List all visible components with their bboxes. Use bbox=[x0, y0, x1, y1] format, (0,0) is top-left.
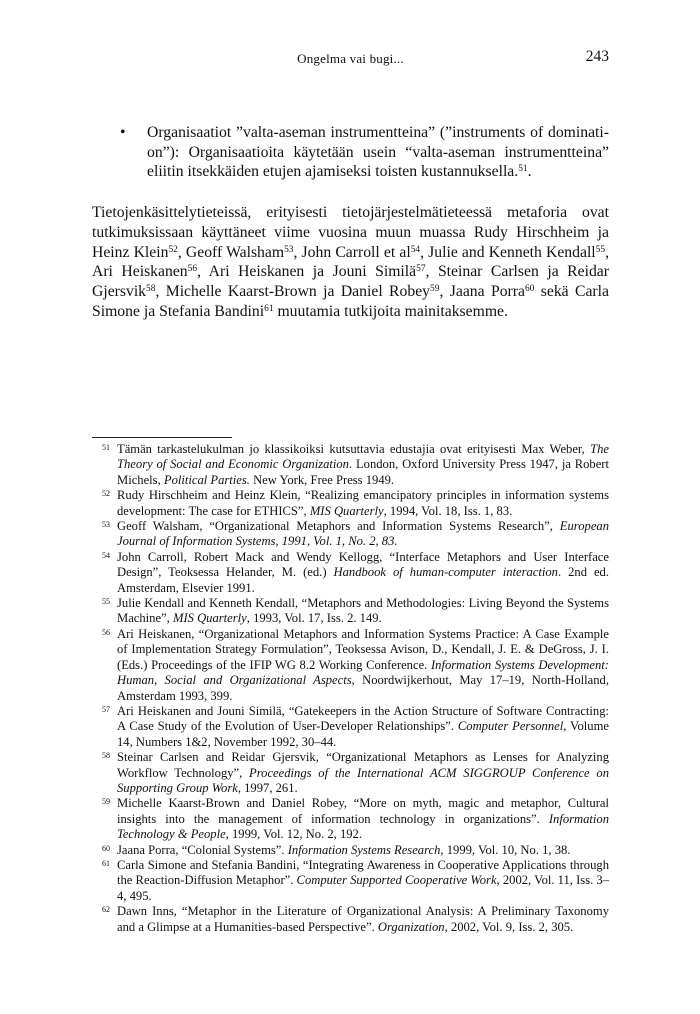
page-header bbox=[92, 48, 609, 70]
footnote-number: 61 bbox=[102, 858, 110, 868]
footnotes-list bbox=[92, 442, 609, 935]
footnote-title: Computer Personnel bbox=[457, 719, 564, 734]
paragraph-segment: , John Carroll et al bbox=[293, 243, 411, 261]
footnote-number: 53 bbox=[102, 520, 110, 530]
footnote bbox=[92, 858, 609, 904]
footnote-text: Carla Simone and Stefania Bandini, “Integrating Awareness in Cooperative Applications through the Reaction-Diffusion Metaphor”. bbox=[117, 857, 609, 888]
footnote bbox=[92, 519, 609, 550]
bullet-item bbox=[120, 123, 609, 182]
footnote bbox=[92, 904, 609, 935]
footnote-text: , 1997, 261. bbox=[237, 780, 298, 795]
footnote-text: New York, Free Press 1949. bbox=[249, 472, 395, 487]
footnote-text: , Noordwijkerhout, May 17–19, North-Holland, Amsterdam 1993, 399. bbox=[117, 673, 609, 703]
footnote-number: 51 bbox=[102, 443, 110, 452]
footnote-ref: 53 bbox=[284, 244, 294, 255]
footnote-ref: 57 bbox=[416, 264, 426, 275]
footnote-text: , 1999, Vol. 10, No. 1, 38. bbox=[440, 842, 571, 857]
footnote-text: Jaana Porra, “Colonial Systems”. bbox=[117, 842, 288, 857]
footnote bbox=[92, 488, 609, 519]
running-title: Ongelma vai bugi... bbox=[297, 51, 404, 66]
footnote-text: Ari Heiskanen, “Organizational Metaphors and Information Systems Practice: A Case Example of Implementation Strategy Formulation”, Teoksessa Avison, D., Kendall, J. E. & DeGross, J. I. (Eds.) Proceedings of the IFIP WG 8.2 Working Conference. bbox=[117, 626, 609, 672]
footnote bbox=[92, 596, 609, 627]
footnote-text: Tämän tarkastelukulman jo klassikoiksi kutsuttavia edustajia ovat erityisesti Max Weber, bbox=[117, 442, 591, 456]
footnote-title: The Theory of Social and Economic Organization bbox=[117, 442, 609, 472]
bullet-text-tail: . bbox=[527, 163, 532, 181]
footnote-text: John Carroll, Robert Mack and Wendy Kellogg, “Interface Metaphors and User Interface Design”, Teoksessa Helander, M. (ed.) bbox=[117, 549, 609, 580]
footnote-title: Proceedings of the International ACM SIGGROUP Conference on Supporting Group Work bbox=[117, 765, 609, 795]
footnote-title: Organization bbox=[377, 919, 445, 934]
footnote-text: , Volume 14, Numbers 1&2, November 1992, 30–44. bbox=[117, 719, 609, 749]
footnote bbox=[92, 796, 609, 842]
paragraph-segment: Tietojenkäsittelytieteissä, erityisesti tietojärjestelmätieteessä metaforia ovat tutkimuksissaan käyttäneet viime vuosina muun muassa Rudy Hirschheim ja Heinz Klein bbox=[92, 204, 609, 261]
footnote bbox=[92, 704, 609, 750]
footnote-title: Information Systems Development: Human, Social and Organizational Aspects bbox=[117, 657, 609, 688]
footnote-text: Julie Kendall and Kenneth Kendall, “Metaphors and Methodologies: Living Beyond the Systems Machine”, bbox=[117, 596, 609, 626]
footnote-title: European Journal of Information Systems, 1991, Vol. 1, No. 2, 83. bbox=[117, 519, 609, 549]
footnote-text: Michelle Kaarst-Brown and Daniel Robey, “More on myth, magic and metaphor, Cultural insights into the management of information technology in organizations”. bbox=[117, 796, 609, 826]
footnote bbox=[92, 843, 609, 858]
footnote-text: Ari Heiskanen and Jouni Similä, “Gatekeepers in the Action Structure of Software Contracting: A Case Study of the Evolution of User-Developer Relationships”. bbox=[117, 703, 609, 734]
footnote-text: , 2002, Vol. 11, Iss. 3–4, 495. bbox=[117, 873, 610, 903]
bullet-text bbox=[147, 123, 609, 182]
footnote-number: 60 bbox=[102, 843, 110, 853]
footnote-number: 58 bbox=[102, 751, 110, 761]
paragraph-segment: , Michelle Kaarst-Brown ja Daniel Robey bbox=[155, 283, 431, 301]
footnote bbox=[92, 442, 609, 488]
footnote-ref: 59 bbox=[430, 284, 440, 295]
paragraph-segment: , Ari Heiskanen bbox=[92, 243, 609, 281]
footnote-text: Rudy Hirschheim and Heinz Klein, “Realizing emancipatory principles in information systems development: The case for ETHICS”, bbox=[117, 488, 609, 518]
footnote-title: MIS Quarterly bbox=[309, 503, 384, 518]
footnote-text: , 1994, Vol. 18, Iss. 1, 83. bbox=[383, 503, 513, 518]
paragraph-segment: , Julie and Kenneth Kendall bbox=[420, 243, 596, 261]
bullet-mark: • bbox=[120, 124, 126, 141]
footnote-number: 55 bbox=[102, 597, 110, 607]
footnote-ref: 52 bbox=[168, 244, 178, 255]
bullet-text-body: Organisaatiot ”valta-aseman instrumentteina” (”instruments of domination”): Organisaatioita käytetään usein “valta-aseman instrumentteina” eliitin itsekkäiden etujen ajamiseksi toisten kustannuksella. bbox=[147, 124, 609, 181]
footnote bbox=[92, 550, 609, 596]
footnote-text: . London, Oxford University Press 1947, ja Robert Michels, bbox=[117, 457, 609, 487]
paragraph-segment: , Jaana Porra bbox=[439, 283, 525, 301]
footnote-ref: 54 bbox=[410, 244, 421, 255]
page-number: 243 bbox=[585, 48, 609, 65]
footnote-text: Dawn Inns, “Metaphor in the Literature of Organizational Analysis: A Preliminary Taxonomy and a Glimpse at a Humanities-based Perspective”. bbox=[117, 904, 609, 934]
body-paragraph bbox=[92, 203, 609, 322]
footnote-ref: 60 bbox=[524, 284, 535, 295]
footnote-ref: 55 bbox=[595, 244, 606, 255]
footnote-ref: 58 bbox=[146, 284, 156, 295]
paragraph-segment: muutamia tutkijoita mainitaksemme. bbox=[273, 302, 508, 320]
footnote-number: 56 bbox=[102, 627, 110, 637]
footnote-title: Information Systems Research bbox=[287, 842, 441, 857]
footnote-title: MIS Quarterly bbox=[172, 611, 247, 626]
footnote-number: 54 bbox=[102, 550, 110, 560]
footnote-text: Geoff Walsham, “Organizational Metaphors and Information Systems Research”, bbox=[117, 519, 560, 534]
paragraph-segment: sekä Carla Simone ja Stefania Bandini bbox=[92, 283, 609, 320]
footnote-text: , 1999, Vol. 12, No. 2, 192. bbox=[225, 827, 363, 842]
footnote-title: Computer Supported Cooperative Work bbox=[296, 873, 497, 888]
paragraph-segment: , Steinar Carlsen ja Reidar Gjersvik bbox=[92, 263, 609, 301]
footnote-title: Handbook of human-computer interaction bbox=[333, 565, 558, 580]
footnote-text: , 2002, Vol. 9, Iss. 2, 305. bbox=[444, 919, 574, 934]
footnote-title: Information Technology & People bbox=[117, 811, 609, 842]
footnote-title: Political Parties. bbox=[163, 472, 250, 487]
footnote-ref: 61 bbox=[264, 303, 274, 314]
footnote-text: , 1993, Vol. 17, Iss. 2. 149. bbox=[246, 611, 382, 626]
footnote-number: 59 bbox=[102, 797, 110, 807]
footnote-text: Steinar Carlsen and Reidar Gjersvik, “Organizational Metaphors as Lenses for Analyzing Workflow Technology”, bbox=[117, 750, 609, 780]
footnote-number: 52 bbox=[102, 489, 110, 499]
footnote-number: 62 bbox=[102, 905, 110, 915]
paragraph-segment: , Ari Heiskanen ja Jouni Similä bbox=[197, 263, 417, 281]
footnote-text: . 2nd ed. Amsterdam, Elsevier 1991. bbox=[117, 565, 610, 595]
footnote-number: 57 bbox=[102, 704, 110, 714]
paragraph-segment: , Geoff Walsham bbox=[177, 243, 285, 261]
footnote-ref: 51 bbox=[518, 164, 528, 175]
footnote bbox=[92, 750, 609, 796]
footnote-separator bbox=[92, 437, 232, 438]
footnote-ref: 56 bbox=[187, 264, 198, 275]
footnote bbox=[92, 627, 609, 704]
